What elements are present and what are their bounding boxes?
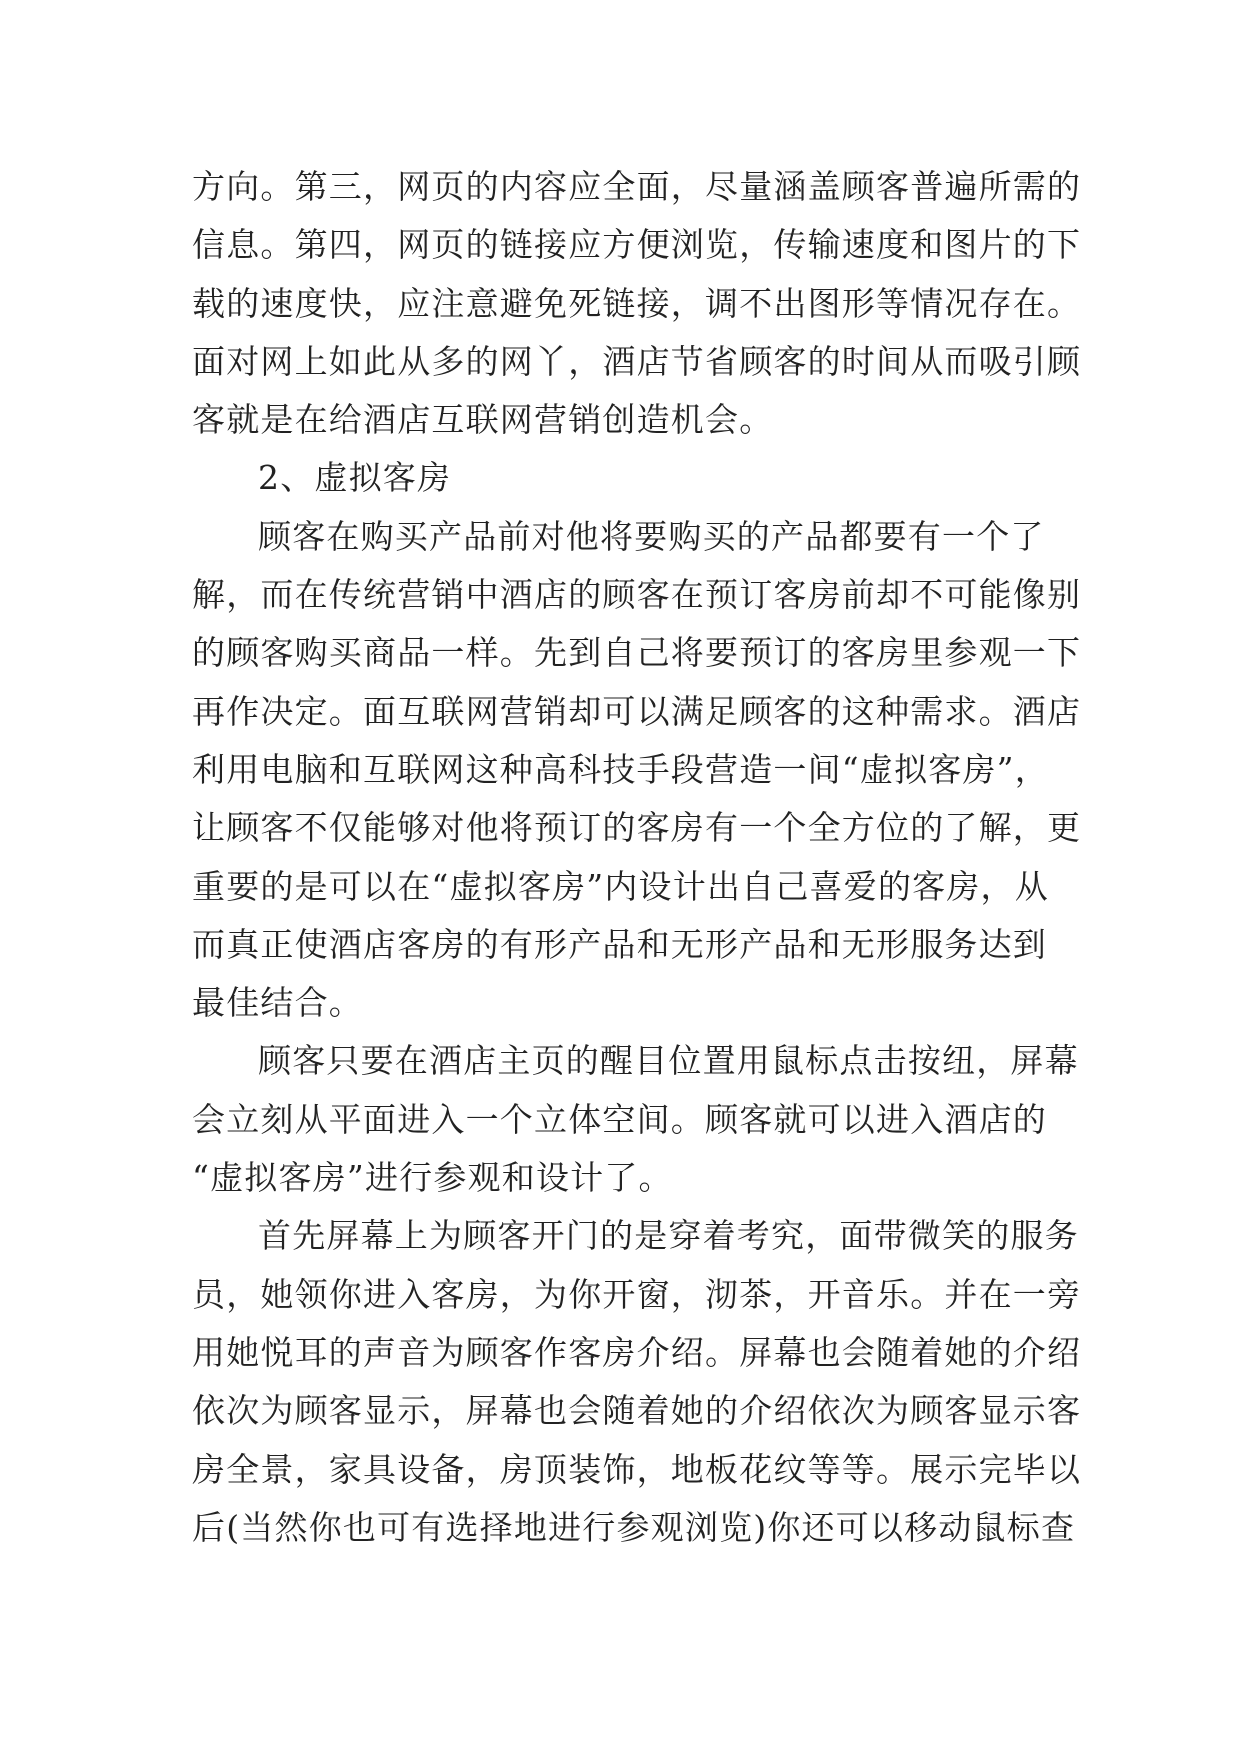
text-line: 首先屏幕上为顾客开门的是穿着考究，面带微笑的服务 [258,1216,1079,1256]
text-line: 信息。第四，网页的链接应方便浏览，传输速度和图片的下 [192,225,1082,265]
text-line: 2、虚拟客房 [258,458,452,498]
text-line: 后(当然你也可有选择地进行参观浏览)你还可以移动鼠标查 [192,1507,1076,1547]
text-line: 而真正使酒店客房的有形产品和无形产品和无形服务达到 [192,924,1047,964]
text-line: 再作决定。面互联网营销却可以满足顾客的这种需求。酒店 [192,691,1082,731]
text-line: 顾客只要在酒店主页的醒目位置用鼠标点击按纽，屏幕 [258,1041,1079,1081]
text-line: 用她悦耳的声音为顾客作客房介绍。屏幕也会随着她的介绍 [192,1332,1082,1372]
text-line: 面对网上如此从多的网丫，酒店节省顾客的时间从而吸引顾 [192,341,1082,381]
text-line: 方向。第三，网页的内容应全面，尽量涵盖顾客普遍所需的 [192,167,1082,206]
text-line: 依次为顾客显示，屏幕也会随着她的介绍依次为顾客显示客 [192,1391,1082,1431]
text-line: 客就是在给酒店互联网营销创造机会。 [192,400,774,440]
text-line: 最佳结合。 [192,983,363,1023]
text-line: 重要的是可以在“虚拟客房”内设计出自己喜爱的客房，从 [192,866,1049,906]
text-line: 解，而在传统营销中酒店的顾客在预订客房前却不可能像别 [192,575,1082,615]
text-line: 房全景，家具设备，房顶装饰，地板花纹等等。展示完毕以 [192,1449,1082,1489]
text-line: “虚拟客房”进行参观和设计了。 [192,1158,673,1198]
text-line: 会立刻从平面进入一个立体空间。顾客就可以进入酒店的 [192,1099,1047,1139]
document-body [192,158,1082,1557]
text-line: 的顾客购买商品一样。先到自己将要预订的客房里参观一下 [192,633,1082,673]
text-line: 让顾客不仅能够对他将预订的客房有一个全方位的了解，更 [192,808,1082,848]
text-line: 员，她领你进入客房，为你开窗，沏茶，开音乐。并在一旁 [192,1274,1082,1314]
text-line: 利用电脑和互联网这种高科技手段营造一间“虚拟客房”， [192,749,1049,789]
text-line: 顾客在购买产品前对他将要购买的产品都要有一个了 [258,516,1045,556]
text-line: 载的速度快，应注意避免死链接，调不出图形等情况存在。 [192,283,1082,323]
